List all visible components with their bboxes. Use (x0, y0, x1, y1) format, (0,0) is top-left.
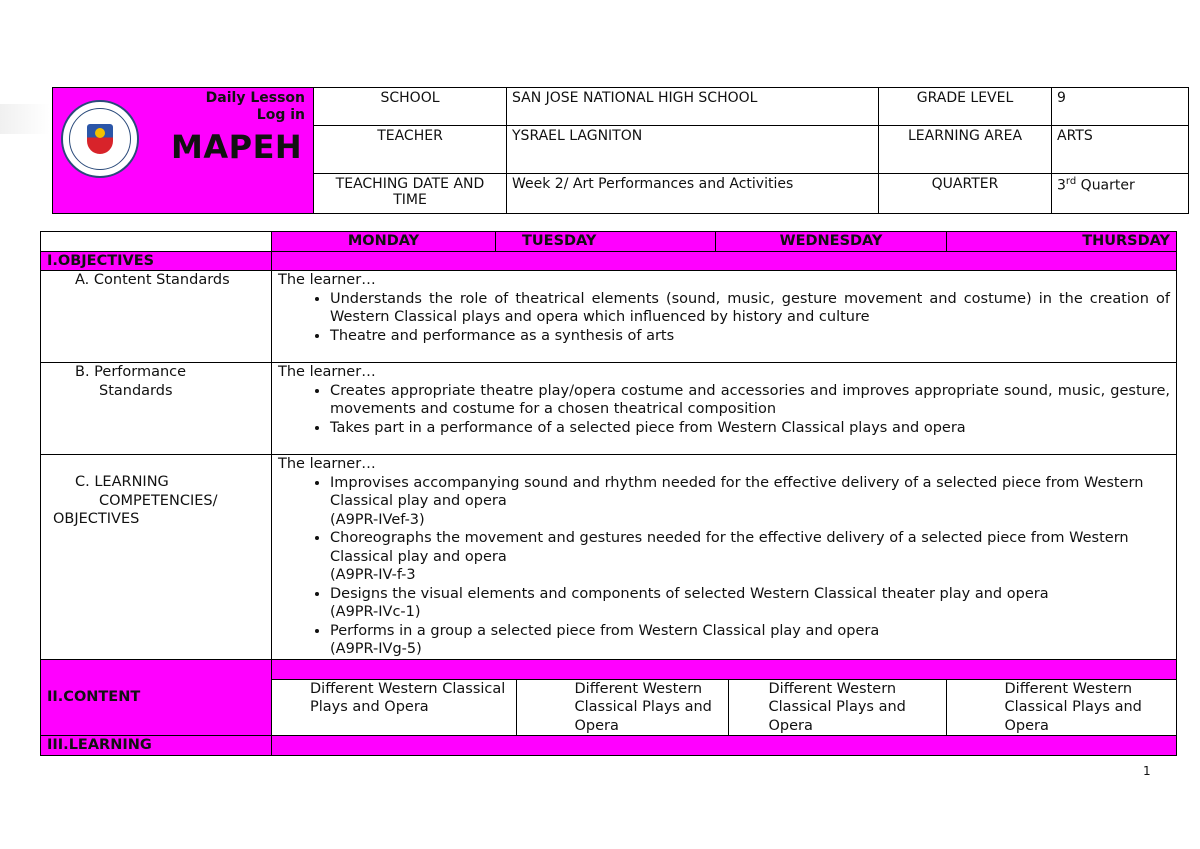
learning-heading: III.LEARNING (41, 736, 272, 756)
list-item: • Performs in a group a selected piece from Western Classical play and opera (A9PR-IVg-5) (330, 622, 1170, 659)
content-heading: II.CONTENT (41, 659, 272, 736)
competencies-list (278, 474, 1170, 659)
content-thursday: Different Western Classical Plays and Opera (946, 680, 1176, 736)
quarter-label: QUARTER (879, 174, 1052, 214)
objectives-heading: I.OBJECTIVES (41, 251, 272, 271)
subject-title: MAPEH (171, 128, 303, 166)
content-row (272, 680, 1176, 736)
performance-standards-label: B. Performance Standards (41, 363, 272, 455)
list-item: • Choreographs the movement and gestures needed for the effective delivery of a selected piece from Western Classical play and opera (A9PR-IV-f-3 (330, 529, 1170, 585)
grade-label: GRADE LEVEL (879, 88, 1052, 126)
date-value: Week 2/ Art Performances and Activities (507, 174, 879, 214)
teacher-label: TEACHER (314, 126, 507, 174)
school-value: SAN JOSE NATIONAL HIGH SCHOOL (507, 88, 879, 126)
list-item: • Understands the role of theatrical elements (sound, music, gesture movement and costume) in the creation of Western Classical plays and opera which influenced by history and culture (330, 290, 1170, 327)
day-tuesday: TUESDAY (496, 232, 716, 252)
objectives-band (272, 251, 1177, 271)
list-item: • Improvises accompanying sound and rhythm needed for the effective delivery of a selected piece from Western Classical play and opera (A9PR-IVef-3) (330, 474, 1170, 530)
day-wednesday: WEDNESDAY (716, 232, 947, 252)
day-thursday: THURSDAY (947, 232, 1177, 252)
deped-seal-icon (61, 100, 139, 178)
school-label: SCHOOL (314, 88, 507, 126)
content-monday: Different Western Classical Plays and Opera (310, 680, 506, 715)
list-item: • Theatre and performance as a synthesis of arts (330, 327, 1170, 346)
content-cells (272, 659, 1177, 736)
dll-title: Daily Lesson Log in (205, 90, 305, 123)
content-tuesday: Different Western Classical Plays and Opera (516, 680, 728, 736)
grade-value: 9 (1052, 88, 1189, 126)
area-value: ARTS (1052, 126, 1189, 174)
competencies-label: C. LEARNING COMPETENCIES/ OBJECTIVES (41, 455, 272, 660)
day-monday: MONDAY (272, 232, 496, 252)
performance-standards-list (278, 382, 1170, 438)
content-wednesday: Different Western Classical Plays and Opera (728, 680, 946, 736)
content-standards-cell: The learner… • Understands the role of theatrical elements (sound, music, gesture movement and costume) in the creation of Western Classical plays and opera which influenced by history and culture • Theatre and performance as a synthesis of arts (272, 271, 1177, 363)
logo-title-cell (53, 88, 314, 214)
performance-standards-cell: The learner… • Creates appropriate theatre play/opera costume and accessories and improves appropriate sound, music, gesture, movements and costume for a chosen theatrical composition • Takes part in a performance of a selected piece from Western Classical plays and opera (272, 363, 1177, 455)
content-standards-label: A. Content Standards (41, 271, 272, 363)
page-edge-shadow (0, 104, 50, 134)
competencies-cell: The learner… • Improvises accompanying sound and rhythm needed for the effective delivery of a selected piece from Western Classical play and opera (A9PR-IVef-3) • Choreographs the movement and gestures needed for the effective delivery of a selected piece from Western Classical play and opera (A9PR-IV-f-3 • Designs the visual elements and components of selected Western Classical theater play and opera (A9PR-IVc-1) • Performs in a group a selected piece from Western Classical play and opera (A9PR-IVg-5) (272, 455, 1177, 660)
date-label: TEACHING DATE AND TIME (314, 174, 507, 214)
lesson-table (40, 231, 1177, 756)
learning-band (272, 736, 1177, 756)
list-item: • Takes part in a performance of a selected piece from Western Classical plays and opera (330, 419, 1170, 438)
content-standards-list (278, 290, 1170, 346)
area-label: LEARNING AREA (879, 126, 1052, 174)
teacher-value: YSRAEL LAGNITON (507, 126, 879, 174)
corner-cell (41, 232, 272, 252)
header-table (52, 87, 1189, 214)
page-number: 1 (1143, 764, 1151, 778)
list-item: • Designs the visual elements and components of selected Western Classical theater play and opera (A9PR-IVc-1) (330, 585, 1170, 622)
list-item: • Creates appropriate theatre play/opera costume and accessories and improves appropriate sound, music, gesture, movements and costume for a chosen theatrical composition (330, 382, 1170, 419)
quarter-value: 3rd Quarter (1052, 174, 1189, 214)
